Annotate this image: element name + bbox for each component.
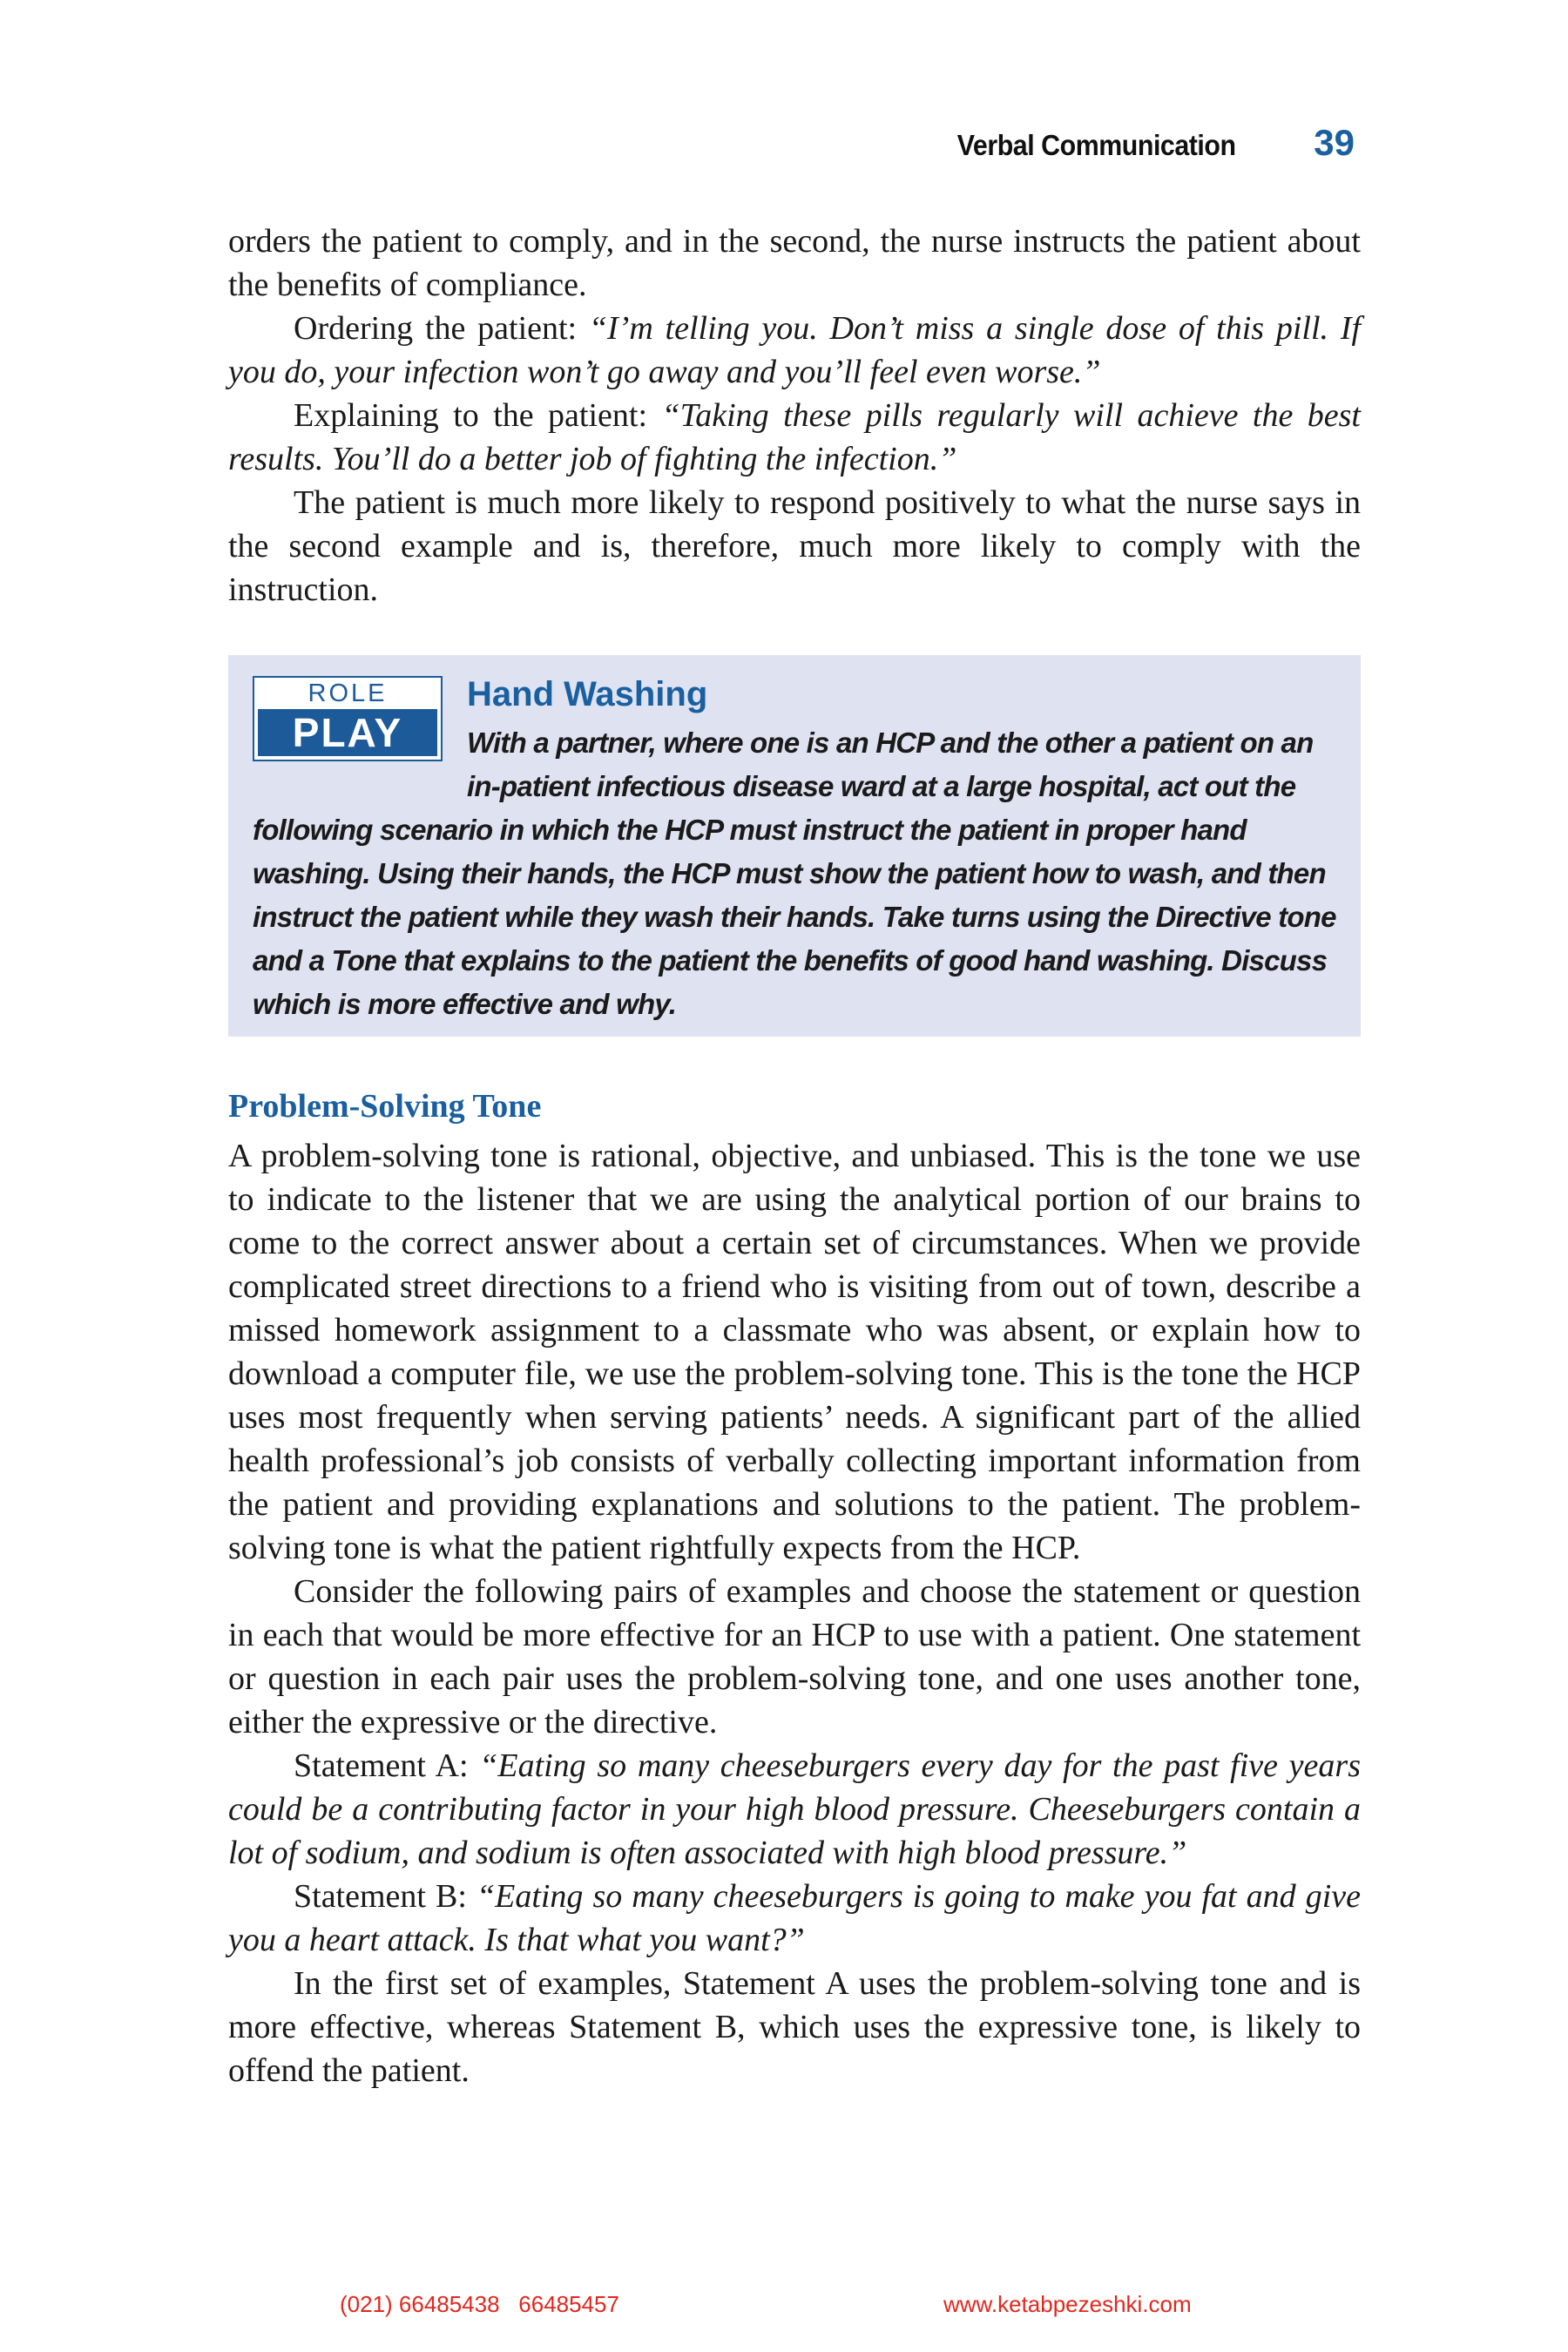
running-header bbox=[933, 122, 1355, 164]
statement-quote: “Eating so many cheeseburgers is going to make you fat and give you a heart attack. Is that what you want?” bbox=[228, 1878, 1361, 1958]
paragraph: A problem-solving tone is rational, objective, and unbiased. This is the tone we use to indicate to the listener that we are using the analytical portion of our brains to come to the correct answer about a certain set of circumstances. When we provide complicated street directions to a friend who is visiting from out of town, describe a missed homework assignment to a classmate who was absent, or explain how to download a computer file, we use the problem-solving tone. This is the tone the HCP uses most frequently when serving patients’ needs. A significant part of the allied health professional’s job consists of verbally collecting important information from the patient and providing explanations and solutions to the patient. The problem-solving tone is what the patient rightfully expects from the HCP. bbox=[228, 1138, 1361, 1566]
intro-text bbox=[228, 220, 1361, 612]
role-play-box bbox=[228, 655, 1361, 1037]
example-quote: “I’m telling you. Don’t miss a single dose of this pill. If you do, your infection won’t go away and you’ll feel even worse.” bbox=[228, 310, 1362, 390]
footer bbox=[0, 2291, 1568, 2326]
role-play-title: Hand Washing bbox=[467, 675, 708, 713]
paragraph bbox=[228, 1744, 1361, 1875]
badge-top-text: ROLE bbox=[308, 679, 388, 707]
paragraph: The patient is much more likely to respond positively to what the nurse says in the second example and is, therefore, much more likely to comply with the instruction. bbox=[228, 484, 1361, 608]
statement-label: Statement B: bbox=[294, 1878, 476, 1915]
section-heading: Problem-Solving Tone bbox=[228, 1088, 542, 1125]
role-play-badge bbox=[253, 676, 443, 761]
role-play-text: With a partner, where one is an HCP and the other a patient on an in-patient infectious disease ward at a large hospital, act out the following scenario in which the HCP must instruct the patient in proper hand washing. Using their hands, the HCP must show the patient how to wash, and then instruct the patient while they wash their hands. Take turns using the Directive tone and a Tone that explains to the patient the benefits of good hand washing. Discuss which is more effective and why. bbox=[253, 727, 1336, 1020]
statement-quote: “Eating so many cheeseburgers every day for the past five years could be a contributing factor in your high blood pressure. Cheeseburgers contain a lot of sodium, and sodium is often associated with high blood pressure.” bbox=[228, 1747, 1361, 1871]
paragraph bbox=[228, 307, 1361, 394]
paragraph: In the first set of examples, Statement A uses the problem-solving tone and is more effective, whereas Statement B, which uses the expressive tone, is likely to offend the patient. bbox=[228, 1965, 1361, 2089]
example-label: Explaining to the patient: bbox=[294, 397, 662, 434]
paragraph: orders the patient to comply, and in the second, the nurse instructs the patient about the benefits of compliance. bbox=[228, 223, 1361, 303]
example-quote: “Taking these pills regularly will achieve the best results. You’ll do a better job of fighting the infection.” bbox=[228, 397, 1361, 477]
statement-label: Statement A: bbox=[294, 1747, 480, 1784]
footer-url[interactable]: www.ketabpezeshki.com bbox=[943, 2291, 1192, 2317]
paragraph: Consider the following pairs of examples and choose the statement or question in each that would be more effective for an HCP to use with a patient. One statement or question in each pair uses the problem-solving tone, and one uses another tone, either the expressive or the directive. bbox=[228, 1573, 1361, 1740]
footer-phone: (021) 66485438 66485457 bbox=[340, 2291, 619, 2317]
paragraph bbox=[228, 394, 1361, 481]
badge-bottom-text: PLAY bbox=[258, 709, 437, 756]
section-text bbox=[228, 1134, 1361, 2092]
paragraph bbox=[228, 1875, 1361, 1962]
page-number: 39 bbox=[1314, 122, 1355, 163]
example-label: Ordering the patient: bbox=[294, 310, 589, 347]
running-title: Verbal Communication bbox=[956, 129, 1236, 161]
